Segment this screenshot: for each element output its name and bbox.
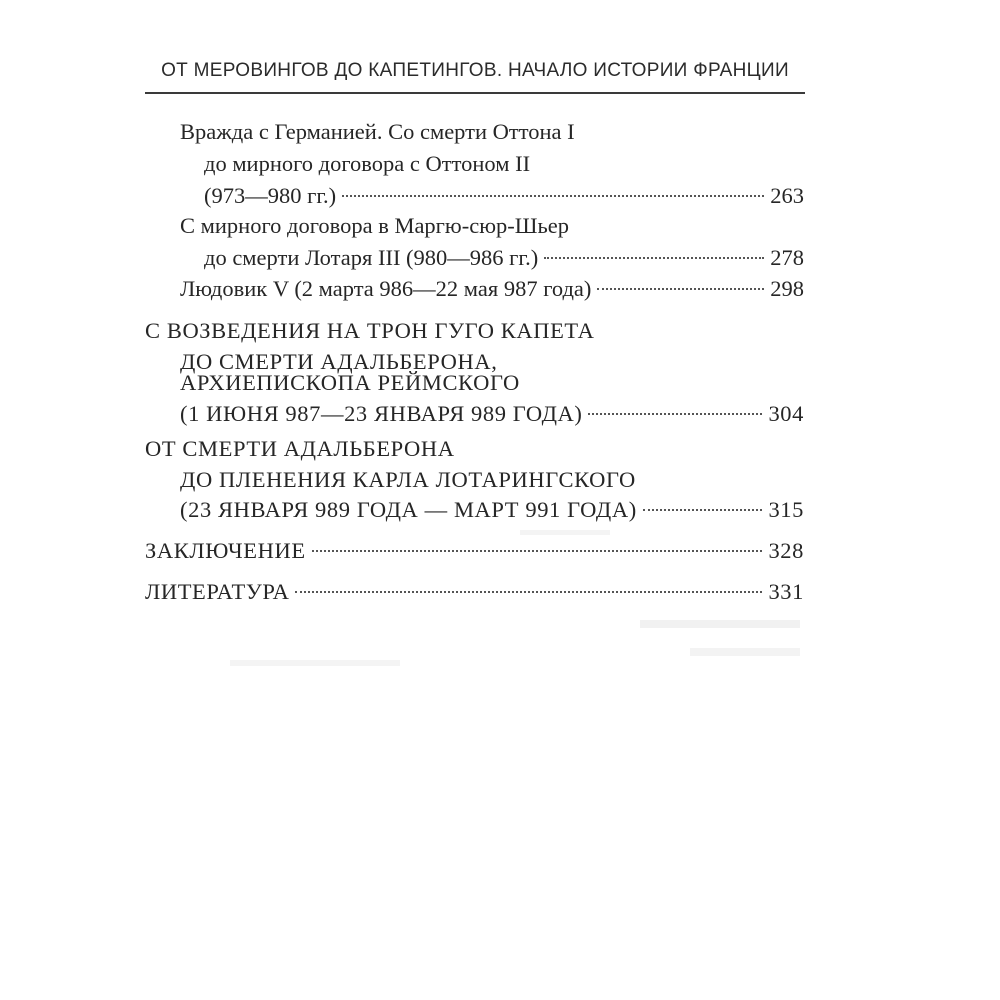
toc-entry-3[interactable] xyxy=(180,398,804,430)
dot-leader xyxy=(295,591,762,593)
toc-entry-6[interactable] xyxy=(145,576,804,608)
toc-entry-line: до смерти Лотаря III (980—986 гг.) xyxy=(204,245,539,270)
toc-entry-line: С ВОЗВЕДЕНИЯ НА ТРОН ГУГО КАПЕТА xyxy=(145,318,595,343)
page-number: 304 xyxy=(768,401,804,426)
toc-entry-line: Людовик V (2 марта 986—22 мая 987 года) xyxy=(180,276,592,301)
bleed-through-smudge xyxy=(690,648,800,656)
toc-entry-line: С мирного договора в Маргю-сюр-Шьер xyxy=(180,213,569,238)
toc-entry-line: (973—980 гг.) xyxy=(204,183,337,208)
toc-entry-line: (1 ИЮНЯ 987—23 ЯНВАРЯ 989 ГОДА) xyxy=(180,401,583,426)
dot-leader xyxy=(342,195,764,197)
dot-leader xyxy=(597,288,764,290)
toc-entry-line: ЗАКЛЮЧЕНИЕ xyxy=(145,538,306,563)
page-number: 331 xyxy=(768,579,804,604)
toc-entry-line: ДО СМЕРТИ АДАЛЬБЕРОНА, xyxy=(180,349,498,374)
page-number: 298 xyxy=(770,276,804,301)
toc-entry-1[interactable] xyxy=(204,242,804,274)
toc-entry-line: АРХИЕПИСКОПА РЕЙМСКОГО xyxy=(180,370,520,395)
bleed-through-smudge xyxy=(230,660,400,666)
dot-leader xyxy=(643,509,763,511)
bleed-through-smudge xyxy=(520,530,610,535)
page-number: 278 xyxy=(770,245,804,270)
toc-entry-line: ОТ СМЕРТИ АДАЛЬБЕРОНА xyxy=(145,436,455,461)
page-number: 328 xyxy=(768,538,804,563)
toc-entry-line: (23 ЯНВАРЯ 989 ГОДА — МАРТ 991 ГОДА) xyxy=(180,497,637,522)
dot-leader xyxy=(588,413,762,415)
dot-leader xyxy=(544,257,764,259)
bleed-through-smudge xyxy=(640,620,800,628)
dot-leader xyxy=(312,550,763,552)
toc-entry-line: ЛИТЕРАТУРА xyxy=(145,579,290,604)
page-number: 263 xyxy=(770,183,804,208)
page-number: 315 xyxy=(768,497,804,522)
toc-entry-5[interactable] xyxy=(145,535,804,567)
toc-entry-line: до мирного договора с Оттоном II xyxy=(204,151,531,176)
toc-entry-0[interactable] xyxy=(204,180,804,212)
running-header: ОТ МЕРОВИНГОВ ДО КАПЕТИНГОВ. НАЧАЛО ИСТОРИИ ФРАНЦИИ xyxy=(161,60,789,81)
toc-entry-2[interactable] xyxy=(180,273,804,305)
toc-entry-line: ДО ПЛЕНЕНИЯ КАРЛА ЛОТАРИНГСКОГО xyxy=(180,467,636,492)
toc-entry-4[interactable] xyxy=(180,494,804,526)
toc-entry-line: Вражда с Германией. Со смерти Оттона I xyxy=(180,119,575,144)
